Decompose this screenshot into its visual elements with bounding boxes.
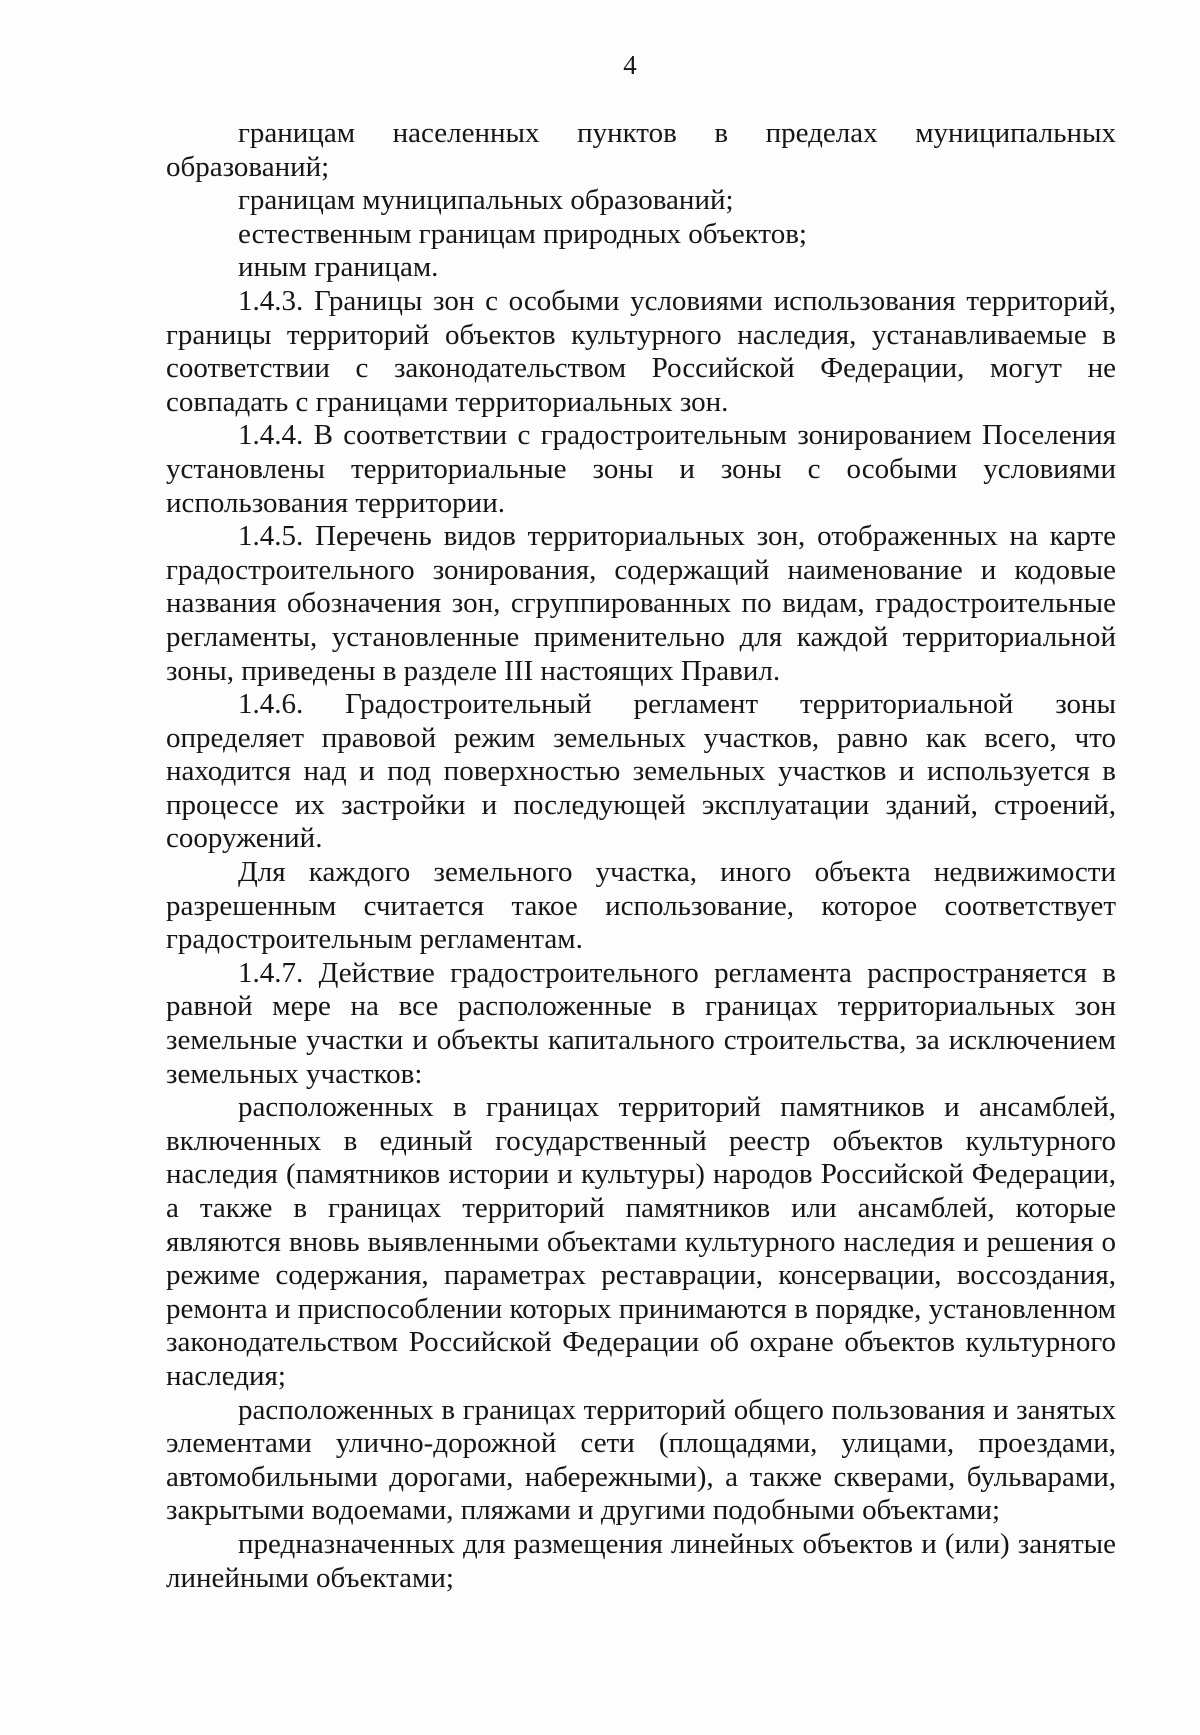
- paragraph: предназначенных для размещения линейных объектов и (или) занятые линейными объектами;: [166, 1527, 1116, 1594]
- paragraph: 1.4.4. В соответствии с градостроительным зонированием Поселения установлены территориальные зоны и зоны с особыми условиями использования территории.: [166, 419, 1116, 519]
- paragraph: границам населенных пунктов в пределах муниципальных образований;: [166, 117, 1116, 183]
- paragraph: 1.4.3. Границы зон с особыми условиями использования территорий, границы территорий объектов культурного наследия, устанавливаемые в соответствии с законодательством Российской Федерации, могут не совпадать с границами территориальных зон.: [166, 284, 1116, 418]
- paragraph: 1.4.7. Действие градостроительного регламента распространяется в равной мере на все расположенные в границах территориальных зон земельные участки и объекты капитального строительства, за исключением земельных участков:: [166, 956, 1116, 1090]
- paragraph: естественным границам природных объектов;: [238, 217, 807, 250]
- paragraph: расположенных в границах территорий общего пользования и занятых элементами улично-дорожной сети (площадями, улицами, проездами, автомобильными дорогами, набережными), а также скверами, бульварами, закрытыми водоемами, пляжами и другими подобными объектами;: [166, 1393, 1116, 1527]
- document-body: [166, 117, 1116, 1595]
- paragraph: расположенных в границах территорий памятников и ансамблей, включенных в единый государственный реестр объектов культурного наследия (памятников истории и культуры) народов Российской Федерации, а также в границах территорий памятников или ансамблей, которые являются вновь выявленными объектами культурного наследия и решения о режиме содержания, параметрах реставрации, консервации, воссоздания, ремонта и приспособлении которых принимаются в порядке, установленном законодательством Российской Федерации об охране объектов культурного наследия;: [166, 1091, 1116, 1392]
- paragraph: Для каждого земельного участка, иного объекта недвижимости разрешенным считается такое использование, которое соответствует градостроительным регламентам.: [166, 856, 1116, 956]
- paragraph: 1.4.6. Градостроительный регламент территориальной зоны определяет правовой режим земельных участков, равно как всего, что находится над и под поверхностью земельных участков и используется в процессе их застройки и последующей эксплуатации зданий, строений, сооружений.: [166, 688, 1116, 855]
- page-number: 4: [623, 50, 637, 80]
- paragraph: 1.4.5. Перечень видов территориальных зон, отображенных на карте градостроительного зонирования, содержащий наименование и кодовые названия обозначения зон, сгруппированных по видам, градостроительные регламенты, установленные применительно для каждой территориальной зоны, приведены в разделе III настоящих Правил.: [166, 520, 1116, 687]
- paragraph: иным границам.: [238, 251, 439, 284]
- paragraph: границам муниципальных образований;: [238, 184, 734, 217]
